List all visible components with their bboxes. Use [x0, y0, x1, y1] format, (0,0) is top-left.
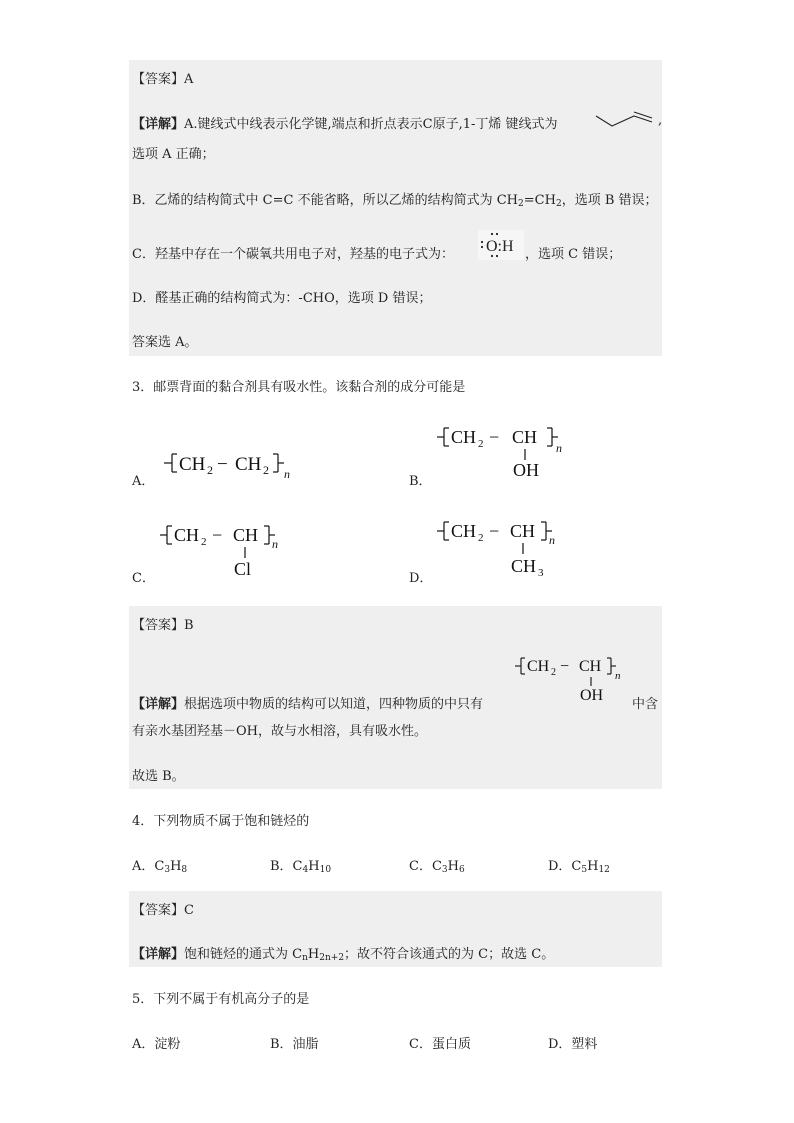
q2-detail-c: C．羟基中存在一个碳氧共用电子对，羟基的电子式为： [132, 247, 454, 262]
q2-detail-b: B．乙烯的结构简式中 C=C 不能省略，所以乙烯的结构简式为 $CH_2=CH_2$，选项 B 错误； [132, 193, 658, 209]
svg-text:OH: OH [580, 687, 604, 704]
svg-text:CH: CH [174, 525, 200, 545]
q3-detail-formula [512, 652, 632, 704]
q3-option-a-formula [160, 446, 300, 480]
svg-text:−: − [217, 454, 228, 475]
svg-text:2: 2 [478, 532, 484, 544]
svg-text:n: n [615, 670, 621, 682]
q3-option-c-formula [157, 518, 297, 580]
svg-text:CH: CH [179, 454, 206, 475]
q3-option-b-formula [434, 422, 574, 482]
q2-answer: 【答案】A [132, 72, 194, 87]
svg-text:Cl: Cl [234, 559, 252, 579]
q2-answer-block [129, 60, 662, 356]
svg-text:CH: CH [235, 454, 262, 475]
q2-detail-a: 【详解】A.键线式中线表示化学键,端点和折点表示C原子,1-丁烯 键线式为 [132, 117, 558, 132]
q3-option-a-label: A． [132, 474, 155, 489]
q2-detail-d: D．醛基正确的结构简式为：-CHO，选项 D 错误； [132, 291, 432, 306]
svg-text:−: − [212, 525, 223, 545]
q3-option-b-label: B． [409, 474, 432, 489]
q3-stem: 3．邮票背面的黏合剂具有吸水性。该黏合剂的成分可能是 [132, 380, 466, 395]
q2-detail-a-end: , [658, 113, 663, 128]
svg-text:n: n [284, 467, 290, 480]
q5-stem: 5．下列不属于有机高分子的是 [132, 992, 310, 1007]
q3-detail-line1: 【详解】根据选项中物质的结构可以知道，四种物质的中只有 [132, 697, 484, 712]
q4-option-b: B．$C_4H_{10}$ [270, 859, 332, 875]
svg-text:CH: CH [451, 427, 477, 447]
svg-text:CH: CH [233, 525, 259, 545]
svg-text:−: − [489, 521, 500, 541]
q2-conclusion: 答案选 A。 [132, 335, 198, 350]
q3-detail-line2: 有亲水基团羟基－OH，故与水相溶，具有吸水性。 [132, 724, 427, 739]
q2-detail-c-end: ，选项 C 错误； [525, 247, 622, 262]
svg-text:CH: CH [512, 427, 538, 447]
q3-option-d-label: D． [409, 571, 433, 586]
q3-detail-line1-end: 中含 [632, 697, 659, 712]
svg-text:n: n [272, 537, 278, 551]
svg-text:CH: CH [451, 521, 477, 541]
q2-detail-a-line2: 选项 A 正确； [132, 147, 215, 162]
svg-text:CH: CH [527, 658, 550, 675]
q5-option-a: A．淀粉 [132, 1037, 181, 1052]
svg-text:2: 2 [478, 438, 484, 450]
q3-conclusion: 故选 B。 [132, 769, 185, 784]
q3-answer: 【答案】B [132, 618, 194, 633]
hydroxyl-electron-formula [478, 230, 524, 260]
svg-text:OH: OH [513, 460, 539, 480]
q4-answer: 【答案】C [132, 903, 194, 918]
svg-text:2: 2 [201, 536, 207, 548]
q4-detail: 【详解】饱和链烃的通式为 $C_nH_{2n+2}$；故不符合该通式的为 C；故选 C。 [132, 947, 555, 963]
q4-option-d: D．$C_5H_{12}$ [548, 859, 610, 875]
q5-option-b: B．油脂 [270, 1037, 319, 1052]
q5-option-c: C．蛋白质 [409, 1037, 471, 1052]
svg-text:CH: CH [510, 521, 536, 541]
q4-option-c: C．$C_3H_6$ [409, 859, 465, 875]
q3-option-d-formula [434, 514, 574, 578]
svg-text:2: 2 [263, 463, 269, 477]
q4-option-a: A．$C_3H_8$ [132, 859, 188, 875]
svg-text:−: − [489, 427, 500, 447]
svg-text:O:H: O:H [486, 238, 514, 255]
svg-text:n: n [556, 441, 562, 455]
svg-text:3: 3 [538, 567, 544, 578]
q5-option-d: D．塑料 [548, 1037, 598, 1052]
svg-text:2: 2 [207, 463, 213, 477]
svg-text:CH: CH [511, 556, 537, 576]
svg-text:n: n [549, 533, 555, 547]
svg-text:CH: CH [579, 658, 602, 675]
svg-text:2: 2 [551, 667, 556, 678]
svg-text:−: − [560, 658, 570, 675]
q4-stem: 4．下列物质不属于饱和链烃的 [132, 814, 310, 829]
butene-skeletal-formula [594, 108, 656, 130]
q3-option-c-label: C． [132, 571, 155, 586]
detail-label: 【详解】 [132, 117, 185, 132]
